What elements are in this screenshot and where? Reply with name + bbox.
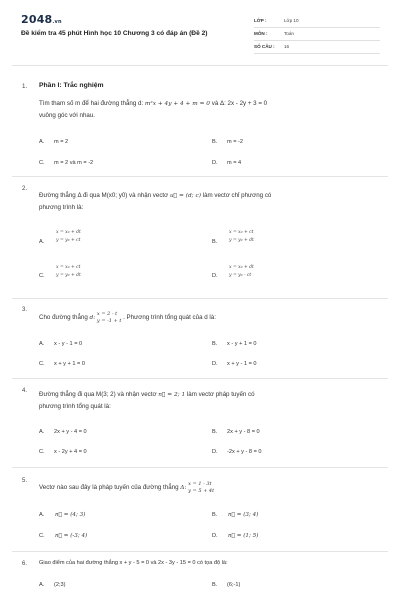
q2-option-letter: B. [212, 239, 218, 245]
q1-text-part: và Δ: 2x - 2y + 3 = 0 [210, 100, 268, 107]
meta-value: Lớp 10 [284, 18, 299, 23]
q4-option-b[interactable]: 2x + y - 8 = 0 [227, 429, 260, 435]
q4-option-letter: B. [212, 429, 218, 435]
q1-option-letter: C. [39, 160, 45, 166]
question-4-text [39, 389, 369, 412]
q2-option-d-line1: x = x₀ + dt [229, 265, 254, 270]
q3-sys-line2: y = -1 + t [96, 317, 122, 324]
q5-sys-line2: y = 5 + 4t [188, 487, 215, 494]
question-divider [12, 298, 388, 299]
q1-option-letter: B. [212, 139, 218, 145]
q5-option-letter: D. [212, 533, 218, 539]
q1-option-a[interactable]: m = 2 [54, 139, 69, 145]
q2-text-part: phương trình là: [39, 204, 84, 211]
site-logo[interactable] [21, 13, 62, 26]
q2-option-d[interactable] [229, 264, 254, 280]
q3-option-d[interactable]: x + y - 1 = 0 [227, 361, 257, 367]
question-6-text: Giao điểm của hai đường thẳng x + y - 5 = 0 và 2x - 3y - 15 = 0 có tọa độ là: [39, 560, 228, 566]
q3-sys-line1: x = 2 - t [96, 311, 118, 317]
q3-math-d: d: [89, 315, 96, 322]
header-divider [12, 65, 388, 66]
section-number: 1. [22, 83, 28, 90]
q1-text-part: vuông góc với nhau. [39, 112, 96, 119]
meta-row-class [254, 16, 380, 28]
q5-option-letter: C. [39, 533, 45, 539]
logo-suffix: .vn [52, 19, 62, 25]
q2-option-b-line2: y = y₀ + dt [229, 238, 254, 243]
q2-option-b-line1: x = x₀ + ct [229, 230, 254, 235]
q4-option-a[interactable]: 2x + y - 4 = 0 [54, 429, 87, 435]
q2-option-c[interactable] [56, 264, 81, 280]
q2-option-d-line2: y = y₀ - ct [229, 273, 252, 278]
question-3-text [39, 311, 369, 324]
q3-option-letter: B. [212, 341, 218, 347]
q5-option-letter: B. [212, 512, 218, 518]
q4-option-letter: D. [212, 449, 218, 455]
q2-option-a-line2: y = y₀ + ct [56, 238, 81, 243]
question-number: 4. [22, 388, 28, 394]
question-number: 5. [22, 478, 28, 484]
question-divider [12, 378, 388, 379]
q4-option-d[interactable]: -2x + y - 8 = 0 [227, 449, 262, 455]
q4-option-c[interactable]: x - 2y + 4 = 0 [54, 449, 87, 455]
meta-row-count [254, 42, 380, 54]
q2-option-letter: C. [39, 273, 45, 279]
q3-option-letter: D. [212, 361, 218, 367]
question-number: 2. [22, 186, 28, 192]
q4-math: n⃗ = 2; 1 [158, 392, 186, 398]
q2-option-c-line1: x = x₀ + ct [56, 265, 81, 270]
q3-text-part: Cho đường thẳng [39, 314, 90, 322]
q5-sys-line1: x = 1 - 3t [188, 481, 212, 487]
q5-option-a[interactable]: n⃗ = (4; 3) [55, 512, 86, 518]
document-title: Đề kiểm tra 45 phút Hình học 10 Chương 3 có đáp án (Đề 2) [21, 30, 208, 37]
q2-text-part: làm vectơ chỉ phương có [200, 192, 272, 199]
q2-text-part: Đường thẳng Δ đi qua M(x0; y0) và nhận vectơ [39, 192, 170, 199]
question-divider [12, 467, 388, 468]
q1-math: m²x + 4y + 4 + m = 0 [144, 101, 210, 107]
q1-option-b[interactable]: m = -2 [227, 139, 244, 145]
q3-option-letter: A. [39, 341, 45, 347]
q3-option-a[interactable]: x - y - 1 = 0 [54, 341, 83, 347]
q4-text-part: Đường thẳng đi qua M(3; 2) và nhận vectơ [39, 391, 159, 398]
q4-option-letter: A. [39, 429, 45, 435]
q5-option-d[interactable]: n⃗ = (1; 5) [228, 533, 259, 539]
section-title: Phần I: Trắc nghiệm [39, 82, 104, 89]
q6-option-a[interactable]: (2;3) [54, 582, 66, 588]
q3-option-letter: C. [39, 361, 45, 367]
q2-option-b[interactable] [229, 229, 254, 245]
q3-text-part: . Phương trình tổng quát của d là: [123, 314, 216, 322]
meta-value: 16 [284, 44, 290, 49]
meta-label: SỐ CÂU : [254, 44, 275, 49]
q2-option-letter: A. [39, 239, 45, 245]
logo-text: 2048 [21, 13, 53, 26]
question-5-text [39, 481, 369, 494]
q3-option-c[interactable]: x + y + 1 = 0 [54, 361, 85, 367]
q4-option-letter: C. [39, 449, 45, 455]
meta-table [254, 16, 380, 55]
q6-option-letter: B. [212, 582, 218, 588]
q6-option-letter: A. [39, 582, 45, 588]
q2-option-letter: D. [212, 273, 218, 279]
q1-option-c[interactable]: m = 2 và m = -2 [54, 160, 94, 166]
question-number: 3. [22, 307, 28, 313]
q5-text-part: Vectơ nào sau đây là pháp tuyến của đường thẳng [39, 484, 181, 492]
question-number: 6. [22, 561, 28, 567]
question-1-text [39, 98, 369, 121]
q5-option-letter: A. [39, 512, 45, 518]
q2-option-a[interactable] [56, 229, 81, 245]
q5-math-d: Δ: [180, 485, 187, 492]
q5-option-b[interactable]: n⃗ = (3; 4) [228, 512, 259, 518]
q1-text-part: Tìm tham số m để hai đường thẳng d: [39, 100, 145, 107]
meta-value: Toán [284, 31, 294, 36]
meta-label: LỚP : [254, 18, 267, 23]
q1-option-d[interactable]: m = 4 [227, 160, 242, 166]
q5-parametric-system [188, 481, 214, 494]
question-divider [12, 176, 388, 177]
q1-option-letter: A. [39, 139, 45, 145]
question-divider [12, 551, 388, 552]
q1-option-letter: D. [212, 160, 218, 166]
q3-parametric-system [97, 311, 121, 324]
meta-label: MÔN : [254, 31, 268, 36]
q6-option-b[interactable]: (6;-1) [227, 582, 241, 588]
q5-option-c[interactable]: n⃗ = (-3; 4) [55, 533, 88, 539]
q3-option-b[interactable]: x - y + 1 = 0 [227, 341, 257, 347]
q2-option-a-line1: x = x₀ + dt [56, 230, 81, 235]
meta-row-subject [254, 29, 380, 41]
q2-math: u⃗ = (d; c) [169, 193, 201, 199]
question-2-text [39, 190, 369, 213]
q4-text-part: làm vectơ pháp tuyến có [185, 391, 255, 398]
q4-text-part: phương trình tổng quát là: [39, 403, 111, 410]
q2-option-c-line2: y = y₀ + dt [56, 273, 81, 278]
